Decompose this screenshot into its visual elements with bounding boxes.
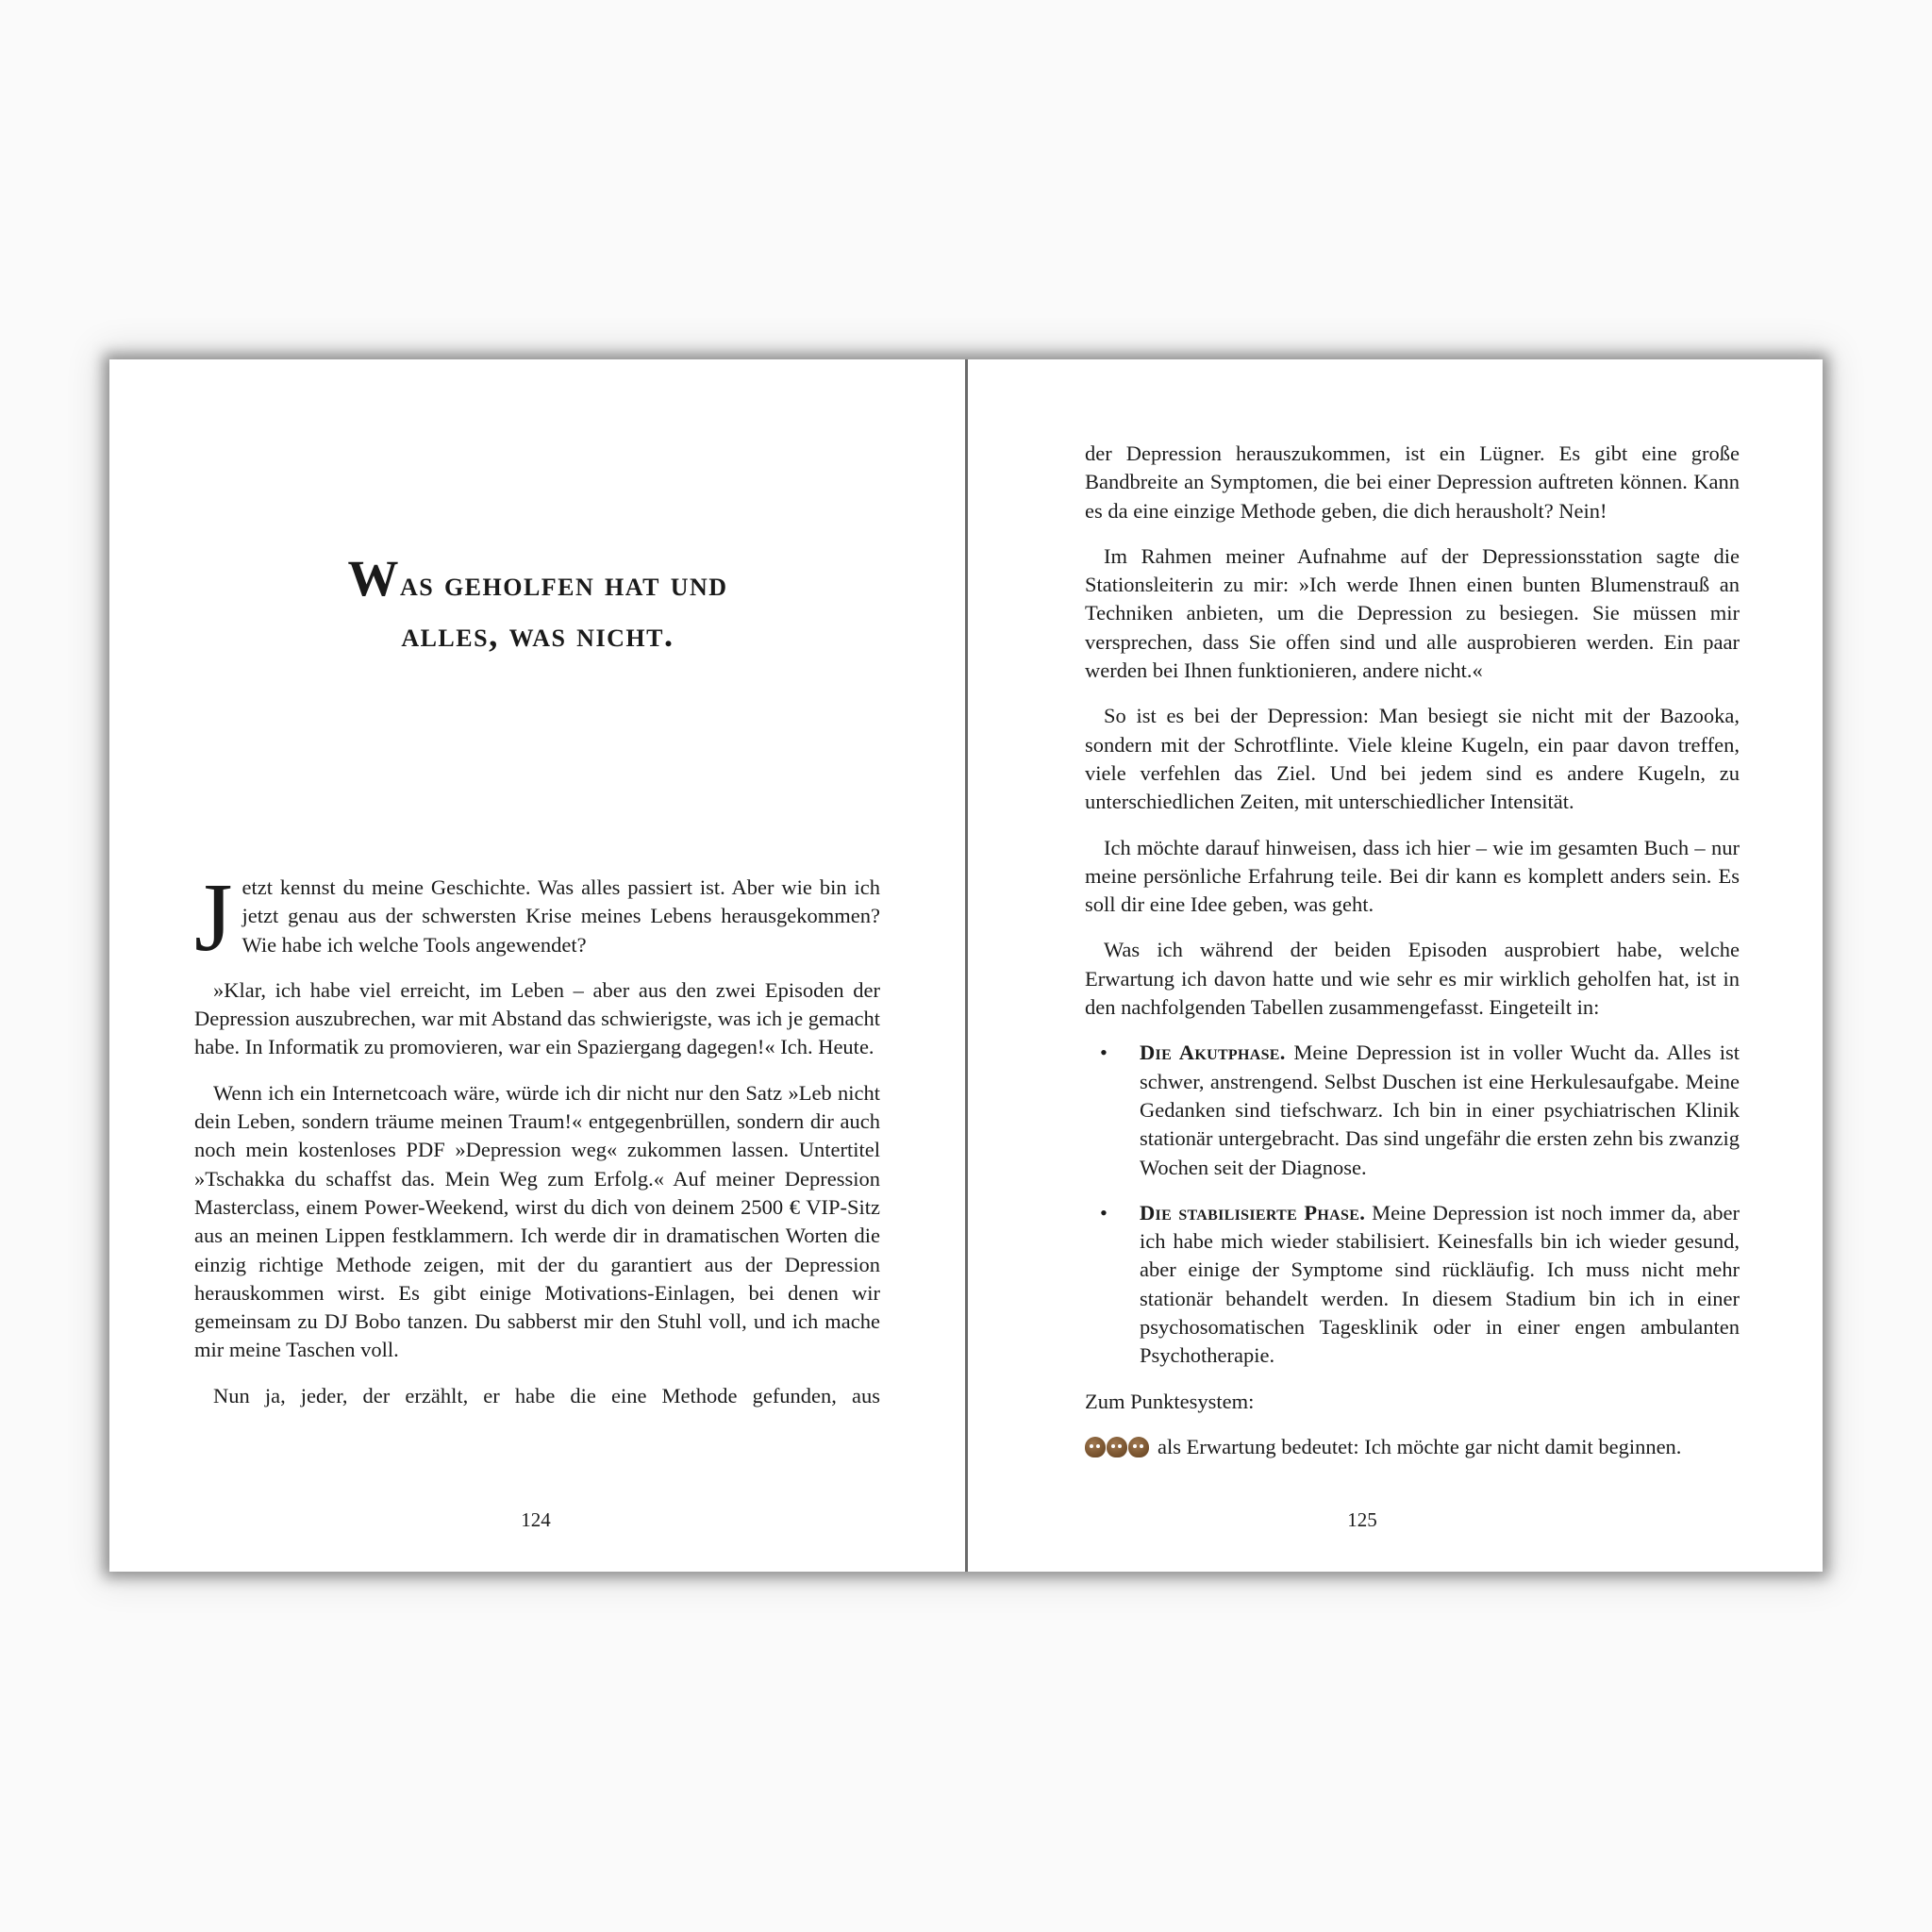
paragraph: Ich möchte darauf hinweisen, dass ich hier – wie im gesamten Buch – nur meine persönliche Erfahrung teile. Bei dir kann es komplett anders sein. Es soll dir eine Idee geben, was geht.: [1085, 835, 1740, 917]
list-item: [1085, 1199, 1740, 1371]
drop-cap: J: [194, 863, 233, 972]
paragraph: [194, 863, 880, 972]
chapter-title-line-2: alles, was nicht.: [401, 616, 675, 655]
book-spread: [109, 359, 1823, 1572]
paragraph: [1085, 1433, 1740, 1465]
pile-of-poo-icon-group: [1085, 1437, 1150, 1465]
paragraph: »Klar, ich habe viel erreicht, im Leben – aber aus den zwei Episoden der Depression auszubrechen, war mit Abstand das schwierigste, was ich je gemacht habe. In Informatik zu promovieren, war ein Spaziergang dagegen!« Ich. Heute.: [194, 977, 880, 1059]
chapter-title-initial: W: [347, 550, 400, 607]
page-number: 125: [1347, 1508, 1377, 1531]
paragraph: Wenn ich ein Internetcoach wäre, würde ich dir nicht nur den Satz »Leb nicht dein Leben, sondern träume meinen Traum!« entgegenbrüllen, sondern dir auch noch mein kostenloses PDF »Depression weg« zukommen lassen. Untertitel »Tschakka du schaffst das. Mein Weg zum Erfolg.« Auf meiner Depression Masterclass, einem Power-Weekend, wirst du dich von deinem 2500 € VIP-Sitz aus an meinen Lippen festklammern. Ich werde dir in dramatischen Worten die einzig richtige Methode zeigen, mit der du garantiert aus der Depression herauskommen wirst. Es gibt einige Motivations-Einlagen, bei denen wir gemeinsam zu DJ Bobo tanzen. Du sabberst mir den Stuhl voll, und ich mache mir meine Taschen voll.: [194, 1080, 880, 1362]
pile-of-poo-icon: [1107, 1437, 1127, 1457]
paragraph: Zum Punktesystem:: [1085, 1389, 1255, 1413]
paragraph: Im Rahmen meiner Aufnahme auf der Depressionsstation sagte die Stationsleiterin zu mir: »Ich werde Ihnen einen bunten Blumenstrauß an Techniken anbieten, um die Depression zu besiegen. Sie müssen mir versprechen, dass Sie offen sind und alle ausprobieren werden. Ein paar werden bei Ihnen funktionieren, andere nicht.«: [1085, 543, 1740, 683]
chapter-title: [204, 550, 872, 661]
list-item-term: Die stabilisierte Phase.: [1140, 1200, 1366, 1224]
chapter-title-line-1: [204, 550, 872, 610]
paragraph: So ist es bei der Depression: Man besiegt sie nicht mit der Bazooka, sondern mit der Schrotflinte. Viele kleine Kugeln, ein paar davon treffen, viele verfehlen das Ziel. Und bei jedem sind es andere Kugeln, zu unterschiedlichen Zeiten, mit unterschiedlicher Intensität.: [1085, 704, 1740, 814]
chapter-title-line-1-text: as geholfen hat und: [399, 565, 728, 604]
paragraph-text: etzt kennst du meine Geschichte. Was alles passiert ist. Aber wie bin ich jetzt genau aus der schwersten Krise meines Lebens herausgekommen? Wie habe ich welche Tools angewendet?: [242, 875, 880, 957]
left-page: [109, 359, 965, 1572]
bullet-icon: •: [1100, 1200, 1108, 1224]
paragraph: Nun ja, jeder, der erzählt, er habe die eine Methode gefunden, aus: [213, 1383, 880, 1407]
left-page-body: [194, 863, 880, 1427]
list-item-text: Meine Depression ist in voller Wucht da. Alles ist schwer, anstrengend. Selbst Duschen ist eine Herkulesaufgabe. Meine Gedanken sind tiefschwarz. Ich bin in einer psychiatrischen Klinik stationär untergebracht. Das sind ungefähr die ersten zehn bis zwanzig Wochen seit der Diagnose.: [1140, 1041, 1740, 1179]
phase-list: [1085, 1039, 1740, 1370]
pile-of-poo-icon: [1128, 1437, 1149, 1457]
right-page: [968, 359, 1823, 1572]
paragraph: Was ich während der beiden Episoden ausprobiert habe, welche Erwartung ich davon hatte und wie sehr es mir wirklich geholfen hat, ist in den nachfolgenden Tabellen zusammengefasst. Eingeteilt in:: [1085, 938, 1740, 1020]
paragraph: der Depression herauszukommen, ist ein Lügner. Es gibt eine große Bandbreite an Symptomen, die bei einer Depression auftreten können. Kann es da eine einzige Methode geben, die dich herausholt? Nein!: [1085, 441, 1740, 523]
right-page-body: [1085, 440, 1740, 1482]
pile-of-poo-icon: [1085, 1437, 1106, 1457]
list-item-text: Meine Depression ist noch immer da, aber ich habe mich wieder stabilisiert. Keinesfalls bin ich wieder gesund, aber einige der Symptome sind rückläufig. Ich muss nicht mehr stationär behandelt werden. In diesem Stadium bin ich in einer psychosomatischen Tagesklinik oder in einer engen ambulanten Psychotherapie.: [1140, 1200, 1740, 1368]
paragraph-text: als Erwartung bedeutet: Ich möchte gar nicht damit beginnen.: [1158, 1434, 1682, 1458]
page-number: 124: [521, 1508, 551, 1531]
list-item-term: Die Akutphase.: [1140, 1041, 1286, 1065]
list-item: [1085, 1039, 1740, 1181]
bullet-icon: •: [1100, 1041, 1108, 1065]
